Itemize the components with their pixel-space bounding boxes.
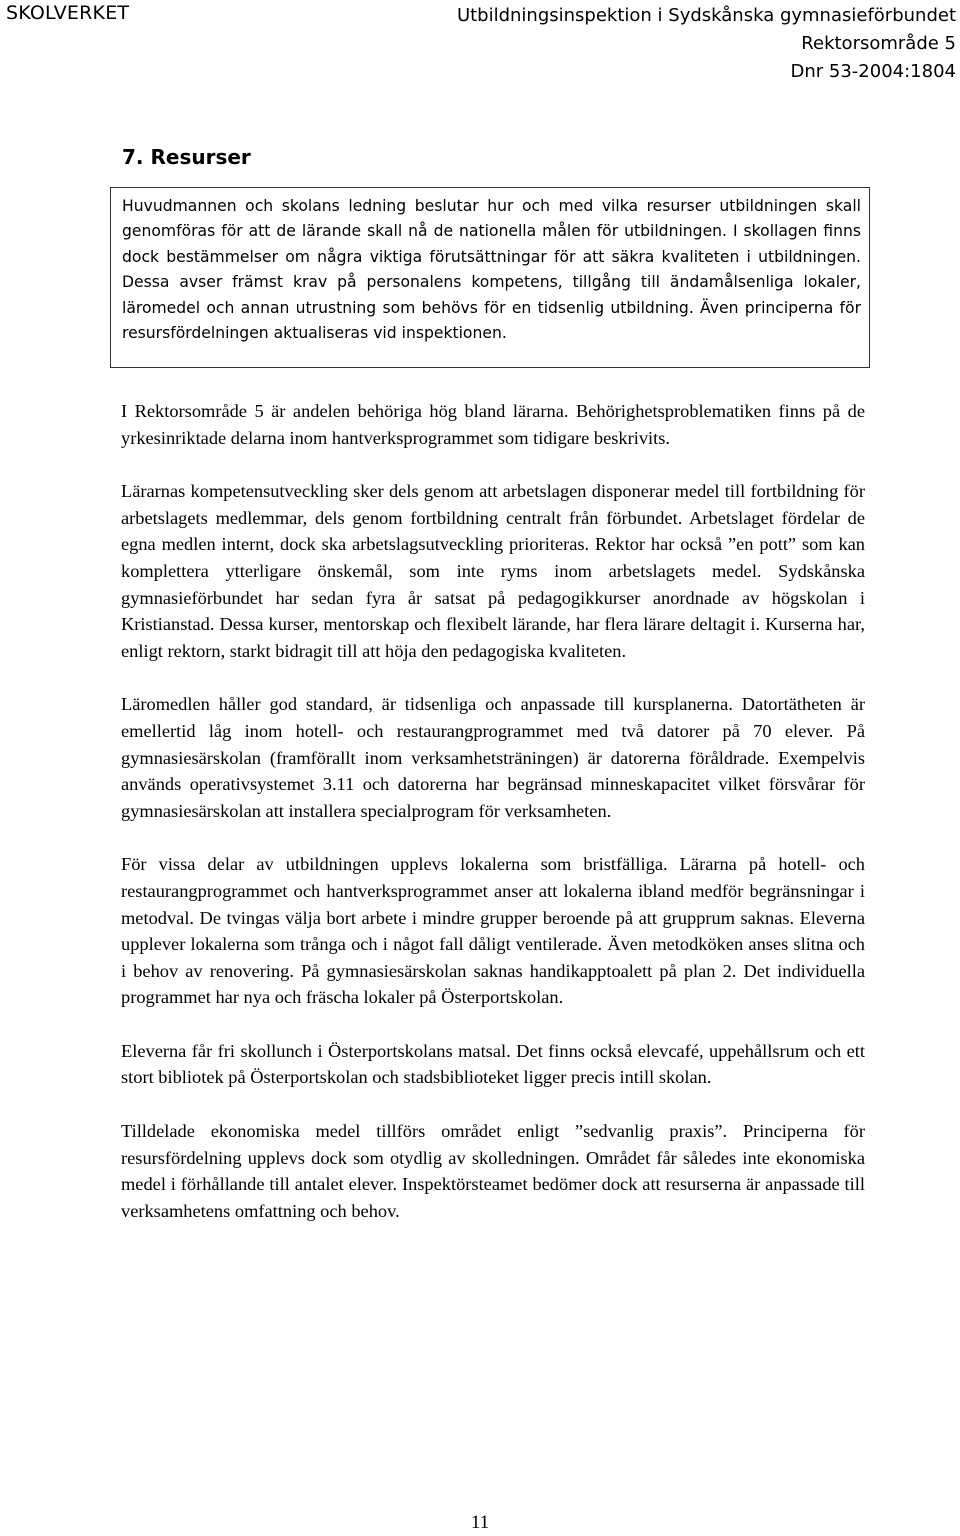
header-dnr: Dnr 53-2004:1804 <box>790 61 956 82</box>
paragraph: Lärarnas kompetensutveckling sker dels genom att arbetslagen disponerar medel till fortbildning för arbetslagets medlemmar, dels genom fortbildning centralt från förbundet. Arbetslaget fördelar de egna medlen internt, dock ska arbetslagsutveckling prioriteras. Rektor har också ”en pott” som kan komplettera ytterligare önskemål, som inte ryms inom arbetslagets medel. Sydskånska gymnasieförbundet har sedan fyra år satsat på pedagogikkurser anordnade av högskolan i Kristianstad. Dessa kurser, mentorskap och flexibelt lärande, har flera lärare deltagit i. Kurserna har, enligt rektorn, starkt bidragit till att höja den pedagogiska kvaliteten. <box>121 481 865 661</box>
fact-box-text: Huvudmannen och skolans ledning beslutar hur och med vilka resurser utbildningen skall genomföras för att de lärande skall nå de nationella målen för utbildningen. I skollagen finns dock bestämmelser om några viktiga förutsättningar för att säkra kvaliteten i utbildningen. Dessa avser främst krav på personalens kompetens, tillgång till ändamålsenliga lokaler, läromedel och annan utrustning som behövs för en tidsenlig utbildning. Även principerna för resursfördelningen aktualiseras vid inspektionen. <box>122 197 861 343</box>
paragraph: Läromedlen håller god standard, är tidsenliga och anpassade till kursplanerna. Datortätheten är emellertid låg inom hotell- och restaurangprogrammet med två datorer på 70 elever. På gymnasiesärskolan (framförallt inom verksamhetsträningen) är datorerna föråldrade. Exempelvis används operativsystemet 3.11 och datorerna har begränsad minneskapacitet vilket försvårar för gymnasiesärskolan att installera specialprogram för verksamheten. <box>121 694 865 821</box>
fact-box <box>110 187 870 368</box>
section-title: 7. Resurser <box>122 145 251 169</box>
paragraph: Eleverna får fri skollunch i Österportskolans matsal. Det finns också elevcafé, uppehållsrum och ett stort bibliotek på Österportskolan och stadsbiblioteket ligger precis intill skolan. <box>121 1040 865 1088</box>
header-area: Rektorsområde 5 <box>801 33 956 54</box>
header-block <box>457 2 956 86</box>
paragraph: Tilldelade ekonomiska medel tillförs området enligt ”sedvanlig praxis”. Principerna för resursfördelning upplevs dock som otydlig av skolledningen. Området får således inte ekonomiska medel i förhållande till antalet elever. Inspektörsteamet bedömer dock att resurserna är anpassade till verksamhetens omfattning och behov. <box>121 1121 865 1221</box>
header-title: Utbildningsinspektion i Sydskånska gymnasieförbundet <box>456 5 956 26</box>
paragraph: I Rektorsområde 5 är andelen behöriga hög bland lärarna. Behörighetsproblematiken finns på de yrkesinriktade delarna inom hantverksprogrammet som tidigare beskrivits. <box>121 401 865 448</box>
paragraph: För vissa delar av utbildningen upplevs lokalerna som bristfälliga. Lärarna på hotell- och restaurangprogrammet och hantverksprogrammet anser att lokalerna ibland medför begränsningar i metodval. De tvingas välja bort arbete i mindre grupper beroende på att grupprum saknas. Eleverna upplever lokalerna som trånga och i något fall dåligt ventilerade. Även metodköken anses slitna och i behov av renovering. På gymnasiesärskolan saknas handikapptoalett på plan 2. Det individuella programmet har nya och fräscha lokaler på Österportskolan. <box>121 854 865 1008</box>
body-text <box>121 398 865 1251</box>
header-org: SKOLVERKET <box>6 2 130 24</box>
page-number: 11 <box>470 1512 490 1533</box>
